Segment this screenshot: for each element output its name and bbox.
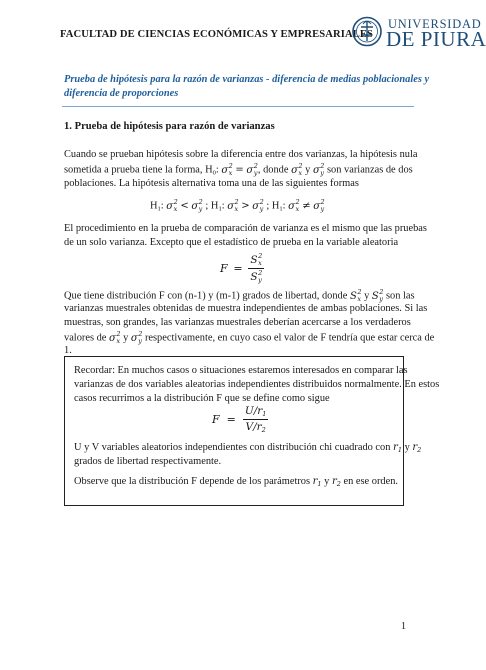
fraction-u-over-v bbox=[243, 405, 269, 434]
text-span: Que tiene distribución F con (n-1) y (m-1) grados de libertad, donde bbox=[64, 290, 350, 302]
sigma-y-squared: σ 2 y bbox=[130, 330, 143, 345]
text-span: y bbox=[361, 290, 372, 302]
text-span: Cuando se prueban hipótesis sobre la diferencia entre dos varianzas, la hipótesis nula bbox=[64, 149, 418, 160]
recall-line bbox=[74, 476, 398, 488]
paragraph-line: varianzas muestrales obtenidas de muestra independientes de ambas poblaciones. Si las bbox=[64, 303, 428, 314]
sigma-x-squared: σ 2 x bbox=[291, 162, 303, 177]
university-emblem-icon bbox=[352, 15, 382, 48]
recall-line: grados de libertad respectivamente. bbox=[74, 456, 222, 467]
paragraph-line: de un solo varianza. Excepto que el estadístico de prueba en la variable aleatoria bbox=[64, 237, 399, 248]
sigma-x-squared: σ 2 x bbox=[227, 198, 239, 213]
sigma-y-squared: σ 2 y bbox=[313, 198, 325, 213]
f-statistic-formula bbox=[220, 253, 264, 284]
text-span: y bbox=[120, 332, 131, 344]
page-number: 1 bbox=[401, 621, 406, 632]
r2-symbol: $r_2$ bbox=[412, 442, 422, 454]
colon: : bbox=[282, 200, 286, 212]
recall-line: varianzas de dos variables aleatorias independientes distribuidos normalmente. En estos bbox=[74, 379, 440, 390]
h1-label: H bbox=[271, 200, 280, 212]
subscript: 1 bbox=[279, 205, 283, 213]
less-than-sign: < bbox=[180, 200, 189, 212]
text-span: son varianzas de dos bbox=[324, 164, 413, 176]
logo-text-universidad: UNIVERSIDAD bbox=[388, 17, 482, 31]
separator: ; bbox=[266, 200, 270, 212]
sigma-y-squared: σ 2 y bbox=[252, 198, 264, 213]
recall-line: casos recurrimos a la distribución F que se define como sigue bbox=[74, 393, 330, 404]
text-span: respectivamente, en cuyo caso el valor de F tendría que estar cerca de bbox=[142, 332, 435, 344]
recall-line: Recordar: En muchos casos o situaciones estaremos interesados en comparar las bbox=[74, 365, 408, 376]
text-span: son las bbox=[383, 290, 415, 302]
colon: : bbox=[221, 200, 225, 212]
text-span: , donde bbox=[257, 164, 292, 176]
text-span: Observe que la distribución F depende de los parámetros bbox=[74, 476, 313, 487]
document-subtitle bbox=[64, 73, 430, 101]
text-span: en ese orden. bbox=[340, 476, 398, 487]
paragraph-line: poblaciones. La hipótesis alternativa toma una de las siguientes formas bbox=[64, 178, 359, 189]
f-symbol: F bbox=[220, 262, 228, 275]
equals-sign: = bbox=[235, 164, 244, 176]
numerator: S 2 x bbox=[250, 252, 263, 267]
text-span: y bbox=[321, 476, 332, 487]
text-span: : bbox=[215, 164, 222, 176]
numerator: U/r1 bbox=[244, 405, 267, 418]
equals-sign: = bbox=[233, 262, 243, 275]
alternative-hypotheses bbox=[150, 199, 325, 213]
s-y-squared: S 2 y bbox=[371, 288, 384, 303]
paragraph-line: 1. bbox=[64, 345, 72, 356]
sigma-x-squared: σ 2 x bbox=[288, 198, 300, 213]
subtitle-line: Prueba de hipótesis para la razón de varianzas - diferencia de medias poblacionales y bbox=[64, 74, 430, 85]
colon: : bbox=[160, 200, 164, 212]
paragraph-line bbox=[64, 331, 434, 345]
sigma-y-squared: σ 2 y bbox=[191, 198, 203, 213]
h1-label: H bbox=[210, 200, 219, 212]
university-logo bbox=[352, 14, 486, 51]
r1-symbol: $r_1$ bbox=[312, 476, 322, 488]
recall-line bbox=[74, 442, 421, 454]
paragraph-line bbox=[64, 289, 415, 303]
h1-label: H bbox=[150, 200, 158, 212]
f-symbol: F bbox=[212, 413, 220, 426]
text-span: y bbox=[401, 442, 413, 453]
r2-symbol: $r_2$ bbox=[331, 476, 341, 488]
logo-text-de-piura: DE PIURA bbox=[386, 27, 486, 51]
denominator: S 2 y bbox=[250, 269, 263, 284]
paragraph-line bbox=[64, 149, 418, 160]
not-equal-sign: ≠ bbox=[302, 200, 311, 212]
greater-than-sign: > bbox=[241, 200, 250, 212]
separator: ; bbox=[205, 200, 209, 212]
fraction-sx-over-sy bbox=[248, 253, 264, 284]
text-span: sometida a prueba tiene la forma, H bbox=[64, 164, 213, 176]
sigma-x-squared: σ 2 x bbox=[109, 330, 121, 345]
s-x-squared: S 2 x bbox=[349, 288, 362, 303]
sigma-x-squared: σ 2 x bbox=[221, 162, 233, 177]
denominator: V/r2 bbox=[245, 421, 266, 434]
subscript: 0 bbox=[212, 169, 216, 177]
subscript: 1 bbox=[218, 205, 222, 213]
section-heading: 1. Prueba de hipótesis para razón de varianzas bbox=[64, 121, 275, 132]
equals-sign: = bbox=[226, 413, 236, 426]
subtitle-line: diferencia de proporciones bbox=[64, 88, 179, 99]
r1-symbol: $r_1$ bbox=[393, 442, 402, 454]
text-span: U y V variables aleatorios independientes con distribución chi cuadrado con bbox=[74, 442, 394, 453]
paragraph-line: El procedimiento en la prueba de comparación de varianza es el mismo que las pruebas bbox=[64, 223, 427, 234]
sigma-x-squared: σ 2 x bbox=[166, 198, 178, 213]
sigma-y-squared: σ 2 y bbox=[312, 162, 325, 177]
sigma-y-squared: σ 2 y bbox=[246, 162, 258, 177]
subtitle-divider bbox=[62, 106, 414, 107]
faculty-header: FACULTAD DE CIENCIAS ECONÓMICAS Y EMPRESARIALES bbox=[60, 29, 374, 40]
subscript: 1 bbox=[157, 205, 161, 213]
text-span: y bbox=[302, 164, 313, 176]
text-span: valores de bbox=[64, 332, 110, 344]
f-distribution-formula bbox=[212, 405, 268, 434]
paragraph-line: muestras, son grandes, las varianzas muestrales deberían acercarse a los verdaderos bbox=[64, 317, 411, 328]
paragraph-line-null-hypothesis bbox=[64, 163, 413, 177]
